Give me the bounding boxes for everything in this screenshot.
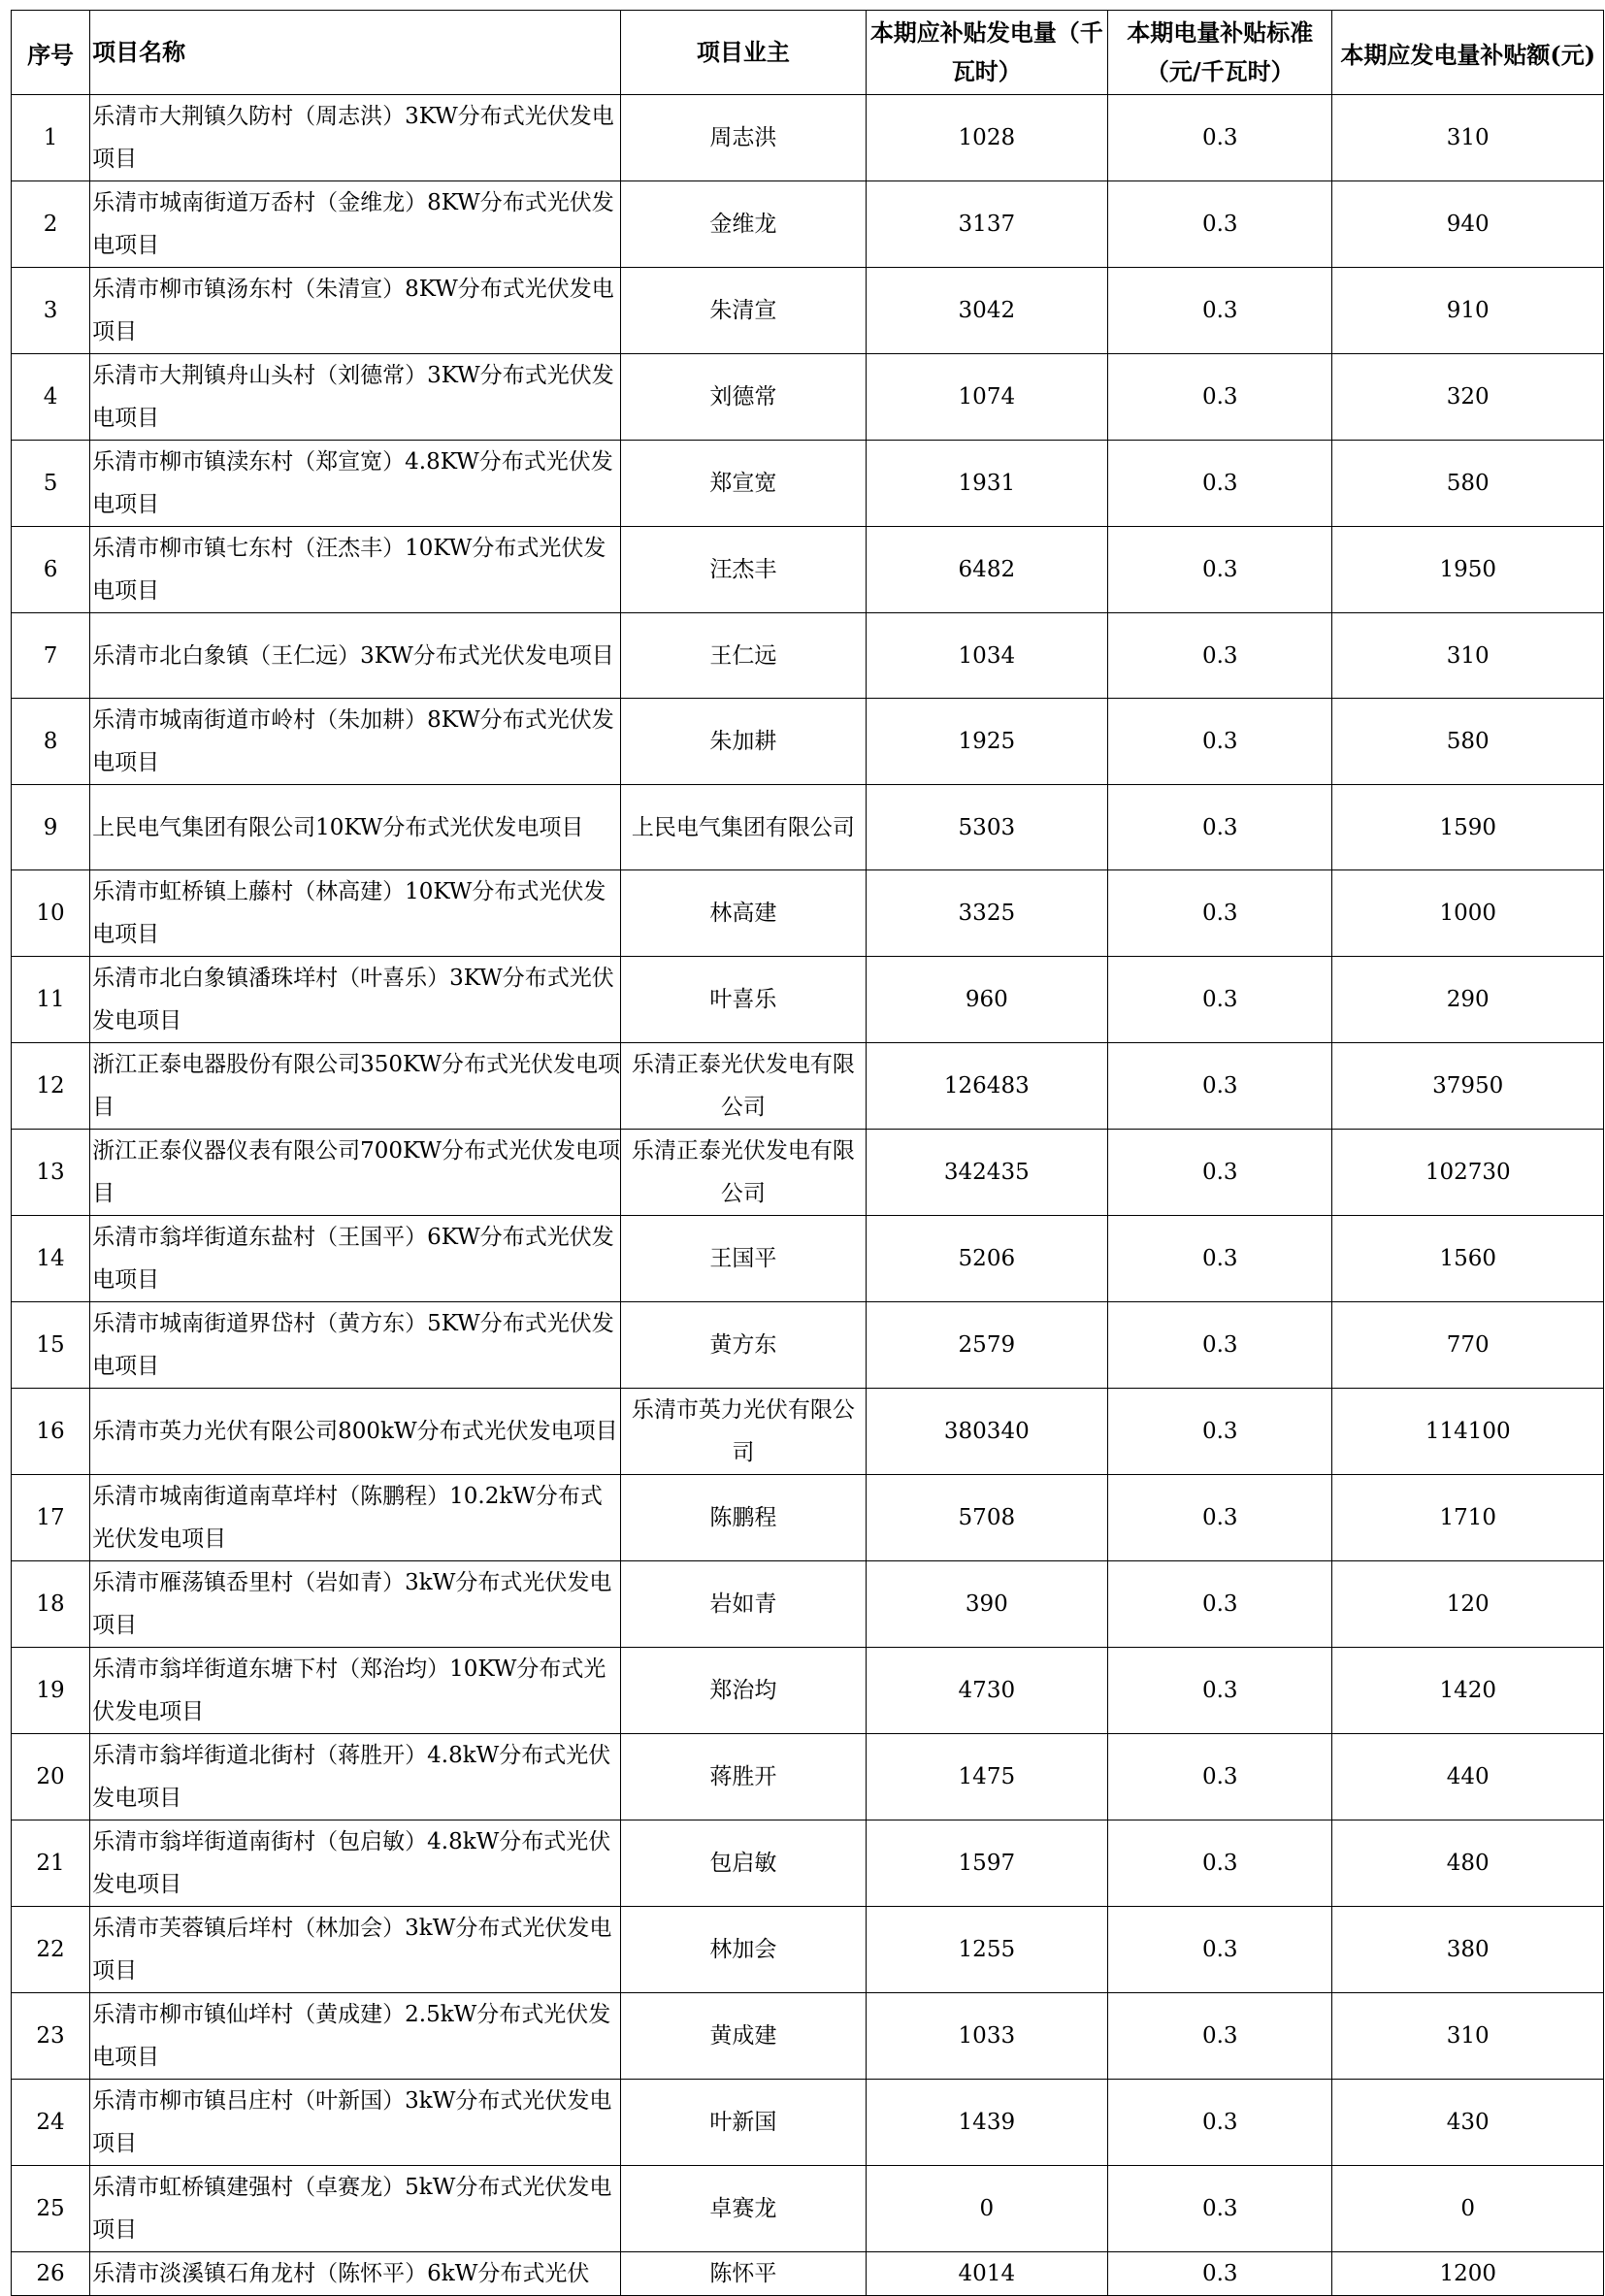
row-kwh: 1931 [866, 441, 1107, 527]
row-name: 乐清市柳市镇汤东村（朱清宣）8KW分布式光伏发电项目 [90, 268, 621, 354]
table-row [12, 2080, 1604, 2166]
row-kwh: 1597 [866, 1820, 1107, 1907]
row-no: 17 [12, 1475, 90, 1561]
row-owner: 上民电气集团有限公司 [621, 785, 866, 870]
row-kwh: 6482 [866, 527, 1107, 613]
header-rate: 本期电量补贴标准（元/千瓦时） [1108, 11, 1332, 95]
row-kwh: 1028 [866, 95, 1107, 181]
row-name: 浙江正泰电器股份有限公司350KW分布式光伏发电项目 [90, 1043, 621, 1130]
row-kwh: 0 [866, 2166, 1107, 2252]
row-owner: 蒋胜开 [621, 1734, 866, 1820]
row-rate: 0.3 [1108, 1389, 1332, 1475]
row-amount: 430 [1332, 2080, 1604, 2166]
row-rate: 0.3 [1108, 2080, 1332, 2166]
table-row [12, 268, 1604, 354]
table-row [12, 1475, 1604, 1561]
row-no: 15 [12, 1302, 90, 1389]
table-row [12, 613, 1604, 699]
row-amount: 310 [1332, 95, 1604, 181]
row-amount: 1200 [1332, 2252, 1604, 2296]
row-kwh: 960 [866, 957, 1107, 1043]
subsidy-table [11, 10, 1604, 2296]
row-no: 16 [12, 1389, 90, 1475]
row-owner: 陈鹏程 [621, 1475, 866, 1561]
row-name: 乐清市雁荡镇岙里村（岩如青）3kW分布式光伏发电项目 [90, 1561, 621, 1648]
row-rate: 0.3 [1108, 441, 1332, 527]
row-kwh: 3042 [866, 268, 1107, 354]
row-rate: 0.3 [1108, 1907, 1332, 1993]
table-row [12, 1820, 1604, 1907]
row-kwh: 380340 [866, 1389, 1107, 1475]
row-kwh: 1034 [866, 613, 1107, 699]
row-amount: 380 [1332, 1907, 1604, 1993]
row-no: 26 [12, 2252, 90, 2296]
row-owner: 叶喜乐 [621, 957, 866, 1043]
row-owner: 朱清宣 [621, 268, 866, 354]
row-kwh: 5206 [866, 1216, 1107, 1302]
row-rate: 0.3 [1108, 1648, 1332, 1734]
row-amount: 114100 [1332, 1389, 1604, 1475]
row-no: 24 [12, 2080, 90, 2166]
table-row [12, 441, 1604, 527]
row-rate: 0.3 [1108, 1993, 1332, 2080]
row-kwh: 390 [866, 1561, 1107, 1648]
row-no: 19 [12, 1648, 90, 1734]
row-amount: 320 [1332, 354, 1604, 441]
table-row [12, 1561, 1604, 1648]
row-amount: 1000 [1332, 870, 1604, 957]
row-no: 13 [12, 1130, 90, 1216]
row-no: 8 [12, 699, 90, 785]
row-name: 乐清市大荆镇舟山头村（刘德常）3KW分布式光伏发电项目 [90, 354, 621, 441]
row-name: 上民电气集团有限公司10KW分布式光伏发电项目 [90, 785, 621, 870]
row-owner: 金维龙 [621, 181, 866, 268]
header-amount: 本期应发电量补贴额(元) [1332, 11, 1604, 95]
row-no: 10 [12, 870, 90, 957]
header-no: 序号 [12, 11, 90, 95]
row-no: 1 [12, 95, 90, 181]
row-owner: 黄成建 [621, 1993, 866, 2080]
row-name: 乐清市北白象镇（王仁远）3KW分布式光伏发电项目 [90, 613, 621, 699]
row-owner: 周志洪 [621, 95, 866, 181]
row-amount: 0 [1332, 2166, 1604, 2252]
table-row [12, 354, 1604, 441]
row-amount: 1590 [1332, 785, 1604, 870]
row-owner: 包启敏 [621, 1820, 866, 1907]
table-row [12, 1216, 1604, 1302]
row-no: 6 [12, 527, 90, 613]
row-no: 22 [12, 1907, 90, 1993]
table-row [12, 957, 1604, 1043]
row-no: 23 [12, 1993, 90, 2080]
row-amount: 580 [1332, 441, 1604, 527]
table-row [12, 95, 1604, 181]
row-no: 18 [12, 1561, 90, 1648]
row-rate: 0.3 [1108, 1475, 1332, 1561]
row-name: 乐清市城南街道市岭村（朱加耕）8KW分布式光伏发电项目 [90, 699, 621, 785]
row-rate: 0.3 [1108, 785, 1332, 870]
row-rate: 0.3 [1108, 1561, 1332, 1648]
row-amount: 940 [1332, 181, 1604, 268]
row-no: 2 [12, 181, 90, 268]
row-kwh: 1925 [866, 699, 1107, 785]
row-amount: 310 [1332, 1993, 1604, 2080]
row-amount: 310 [1332, 613, 1604, 699]
row-amount: 102730 [1332, 1130, 1604, 1216]
row-no: 3 [12, 268, 90, 354]
table-row [12, 1130, 1604, 1216]
row-rate: 0.3 [1108, 1302, 1332, 1389]
row-owner: 郑治均 [621, 1648, 866, 1734]
row-rate: 0.3 [1108, 699, 1332, 785]
row-rate: 0.3 [1108, 95, 1332, 181]
row-owner: 卓赛龙 [621, 2166, 866, 2252]
row-amount: 910 [1332, 268, 1604, 354]
row-rate: 0.3 [1108, 1820, 1332, 1907]
row-no: 20 [12, 1734, 90, 1820]
row-rate: 0.3 [1108, 181, 1332, 268]
row-name: 乐清市柳市镇七东村（汪杰丰）10KW分布式光伏发电项目 [90, 527, 621, 613]
row-name: 乐清市芙蓉镇后垟村（林加会）3kW分布式光伏发电项目 [90, 1907, 621, 1993]
row-kwh: 1074 [866, 354, 1107, 441]
row-name: 乐清市翁垟街道东盐村（王国平）6KW分布式光伏发电项目 [90, 1216, 621, 1302]
row-amount: 770 [1332, 1302, 1604, 1389]
row-name: 浙江正泰仪器仪表有限公司700KW分布式光伏发电项目 [90, 1130, 621, 1216]
row-name: 乐清市翁垟街道南街村（包启敏）4.8kW分布式光伏发电项目 [90, 1820, 621, 1907]
row-rate: 0.3 [1108, 354, 1332, 441]
row-rate: 0.3 [1108, 2166, 1332, 2252]
row-name: 乐清市柳市镇仙垟村（黄成建）2.5kW分布式光伏发电项目 [90, 1993, 621, 2080]
row-owner: 林高建 [621, 870, 866, 957]
table-row [12, 2252, 1604, 2296]
row-kwh: 1475 [866, 1734, 1107, 1820]
row-name: 乐清市虹桥镇建强村（卓赛龙）5kW分布式光伏发电项目 [90, 2166, 621, 2252]
row-name: 乐清市柳市镇吕庄村（叶新国）3kW分布式光伏发电项目 [90, 2080, 621, 2166]
row-owner: 叶新国 [621, 2080, 866, 2166]
row-name: 乐清市大荆镇久防村（周志洪）3KW分布式光伏发电项目 [90, 95, 621, 181]
row-name: 乐清市城南街道南草垟村（陈鹏程）10.2kW分布式光伏发电项目 [90, 1475, 621, 1561]
header-name: 项目名称 [90, 11, 621, 95]
table-row [12, 870, 1604, 957]
row-owner: 陈怀平 [621, 2252, 866, 2296]
row-rate: 0.3 [1108, 1043, 1332, 1130]
row-kwh: 3137 [866, 181, 1107, 268]
row-rate: 0.3 [1108, 1734, 1332, 1820]
table-header-row [12, 11, 1604, 95]
row-rate: 0.3 [1108, 613, 1332, 699]
row-owner: 朱加耕 [621, 699, 866, 785]
row-rate: 0.3 [1108, 870, 1332, 957]
table-row [12, 181, 1604, 268]
row-kwh: 4730 [866, 1648, 1107, 1734]
row-kwh: 2579 [866, 1302, 1107, 1389]
row-name: 乐清市翁垟街道北街村（蒋胜开）4.8kW分布式光伏发电项目 [90, 1734, 621, 1820]
row-kwh: 1255 [866, 1907, 1107, 1993]
row-amount: 290 [1332, 957, 1604, 1043]
row-kwh: 126483 [866, 1043, 1107, 1130]
row-owner: 乐清正泰光伏发电有限公司 [621, 1043, 866, 1130]
row-owner: 刘德常 [621, 354, 866, 441]
row-amount: 480 [1332, 1820, 1604, 1907]
row-kwh: 1439 [866, 2080, 1107, 2166]
row-kwh: 5303 [866, 785, 1107, 870]
header-owner: 项目业主 [621, 11, 866, 95]
row-no: 4 [12, 354, 90, 441]
row-name: 乐清市虹桥镇上藤村（林高建）10KW分布式光伏发电项目 [90, 870, 621, 957]
row-name: 乐清市城南街道界岱村（黄方东）5KW分布式光伏发电项目 [90, 1302, 621, 1389]
row-no: 25 [12, 2166, 90, 2252]
row-name: 乐清市城南街道万岙村（金维龙）8KW分布式光伏发电项目 [90, 181, 621, 268]
table-row [12, 1907, 1604, 1993]
row-rate: 0.3 [1108, 2252, 1332, 2296]
row-name: 乐清市翁垟街道东塘下村（郑治均）10KW分布式光伏发电项目 [90, 1648, 621, 1734]
row-kwh: 1033 [866, 1993, 1107, 2080]
row-kwh: 342435 [866, 1130, 1107, 1216]
row-no: 9 [12, 785, 90, 870]
row-no: 21 [12, 1820, 90, 1907]
table-row [12, 1302, 1604, 1389]
row-owner: 汪杰丰 [621, 527, 866, 613]
row-amount: 37950 [1332, 1043, 1604, 1130]
header-kwh: 本期应补贴发电量（千瓦时） [866, 11, 1107, 95]
table-row [12, 2166, 1604, 2252]
row-owner: 乐清正泰光伏发电有限公司 [621, 1130, 866, 1216]
row-owner: 岩如青 [621, 1561, 866, 1648]
row-rate: 0.3 [1108, 957, 1332, 1043]
row-owner: 郑宣宽 [621, 441, 866, 527]
row-name: 乐清市英力光伏有限公司800kW分布式光伏发电项目 [90, 1389, 621, 1475]
row-owner: 王国平 [621, 1216, 866, 1302]
row-rate: 0.3 [1108, 268, 1332, 354]
table-row [12, 1734, 1604, 1820]
row-no: 11 [12, 957, 90, 1043]
row-rate: 0.3 [1108, 1216, 1332, 1302]
row-rate: 0.3 [1108, 1130, 1332, 1216]
row-kwh: 4014 [866, 2252, 1107, 2296]
row-amount: 1710 [1332, 1475, 1604, 1561]
table-row [12, 1648, 1604, 1734]
table-row [12, 1389, 1604, 1475]
row-kwh: 5708 [866, 1475, 1107, 1561]
row-amount: 1950 [1332, 527, 1604, 613]
row-rate: 0.3 [1108, 527, 1332, 613]
row-owner: 黄方东 [621, 1302, 866, 1389]
row-owner: 林加会 [621, 1907, 866, 1993]
row-kwh: 3325 [866, 870, 1107, 957]
table-row [12, 1043, 1604, 1130]
table-row [12, 785, 1604, 870]
row-owner: 王仁远 [621, 613, 866, 699]
row-owner: 乐清市英力光伏有限公司 [621, 1389, 866, 1475]
row-amount: 1560 [1332, 1216, 1604, 1302]
row-no: 14 [12, 1216, 90, 1302]
row-name: 乐清市北白象镇潘珠垟村（叶喜乐）3KW分布式光伏发电项目 [90, 957, 621, 1043]
row-no: 7 [12, 613, 90, 699]
table-row [12, 1993, 1604, 2080]
row-no: 12 [12, 1043, 90, 1130]
table-row [12, 527, 1604, 613]
row-name: 乐清市淡溪镇石角龙村（陈怀平）6kW分布式光伏 [90, 2252, 621, 2296]
row-amount: 440 [1332, 1734, 1604, 1820]
row-no: 5 [12, 441, 90, 527]
row-amount: 580 [1332, 699, 1604, 785]
row-name: 乐清市柳市镇渎东村（郑宣宽）4.8KW分布式光伏发电项目 [90, 441, 621, 527]
row-amount: 120 [1332, 1561, 1604, 1648]
row-amount: 1420 [1332, 1648, 1604, 1734]
table-row [12, 699, 1604, 785]
